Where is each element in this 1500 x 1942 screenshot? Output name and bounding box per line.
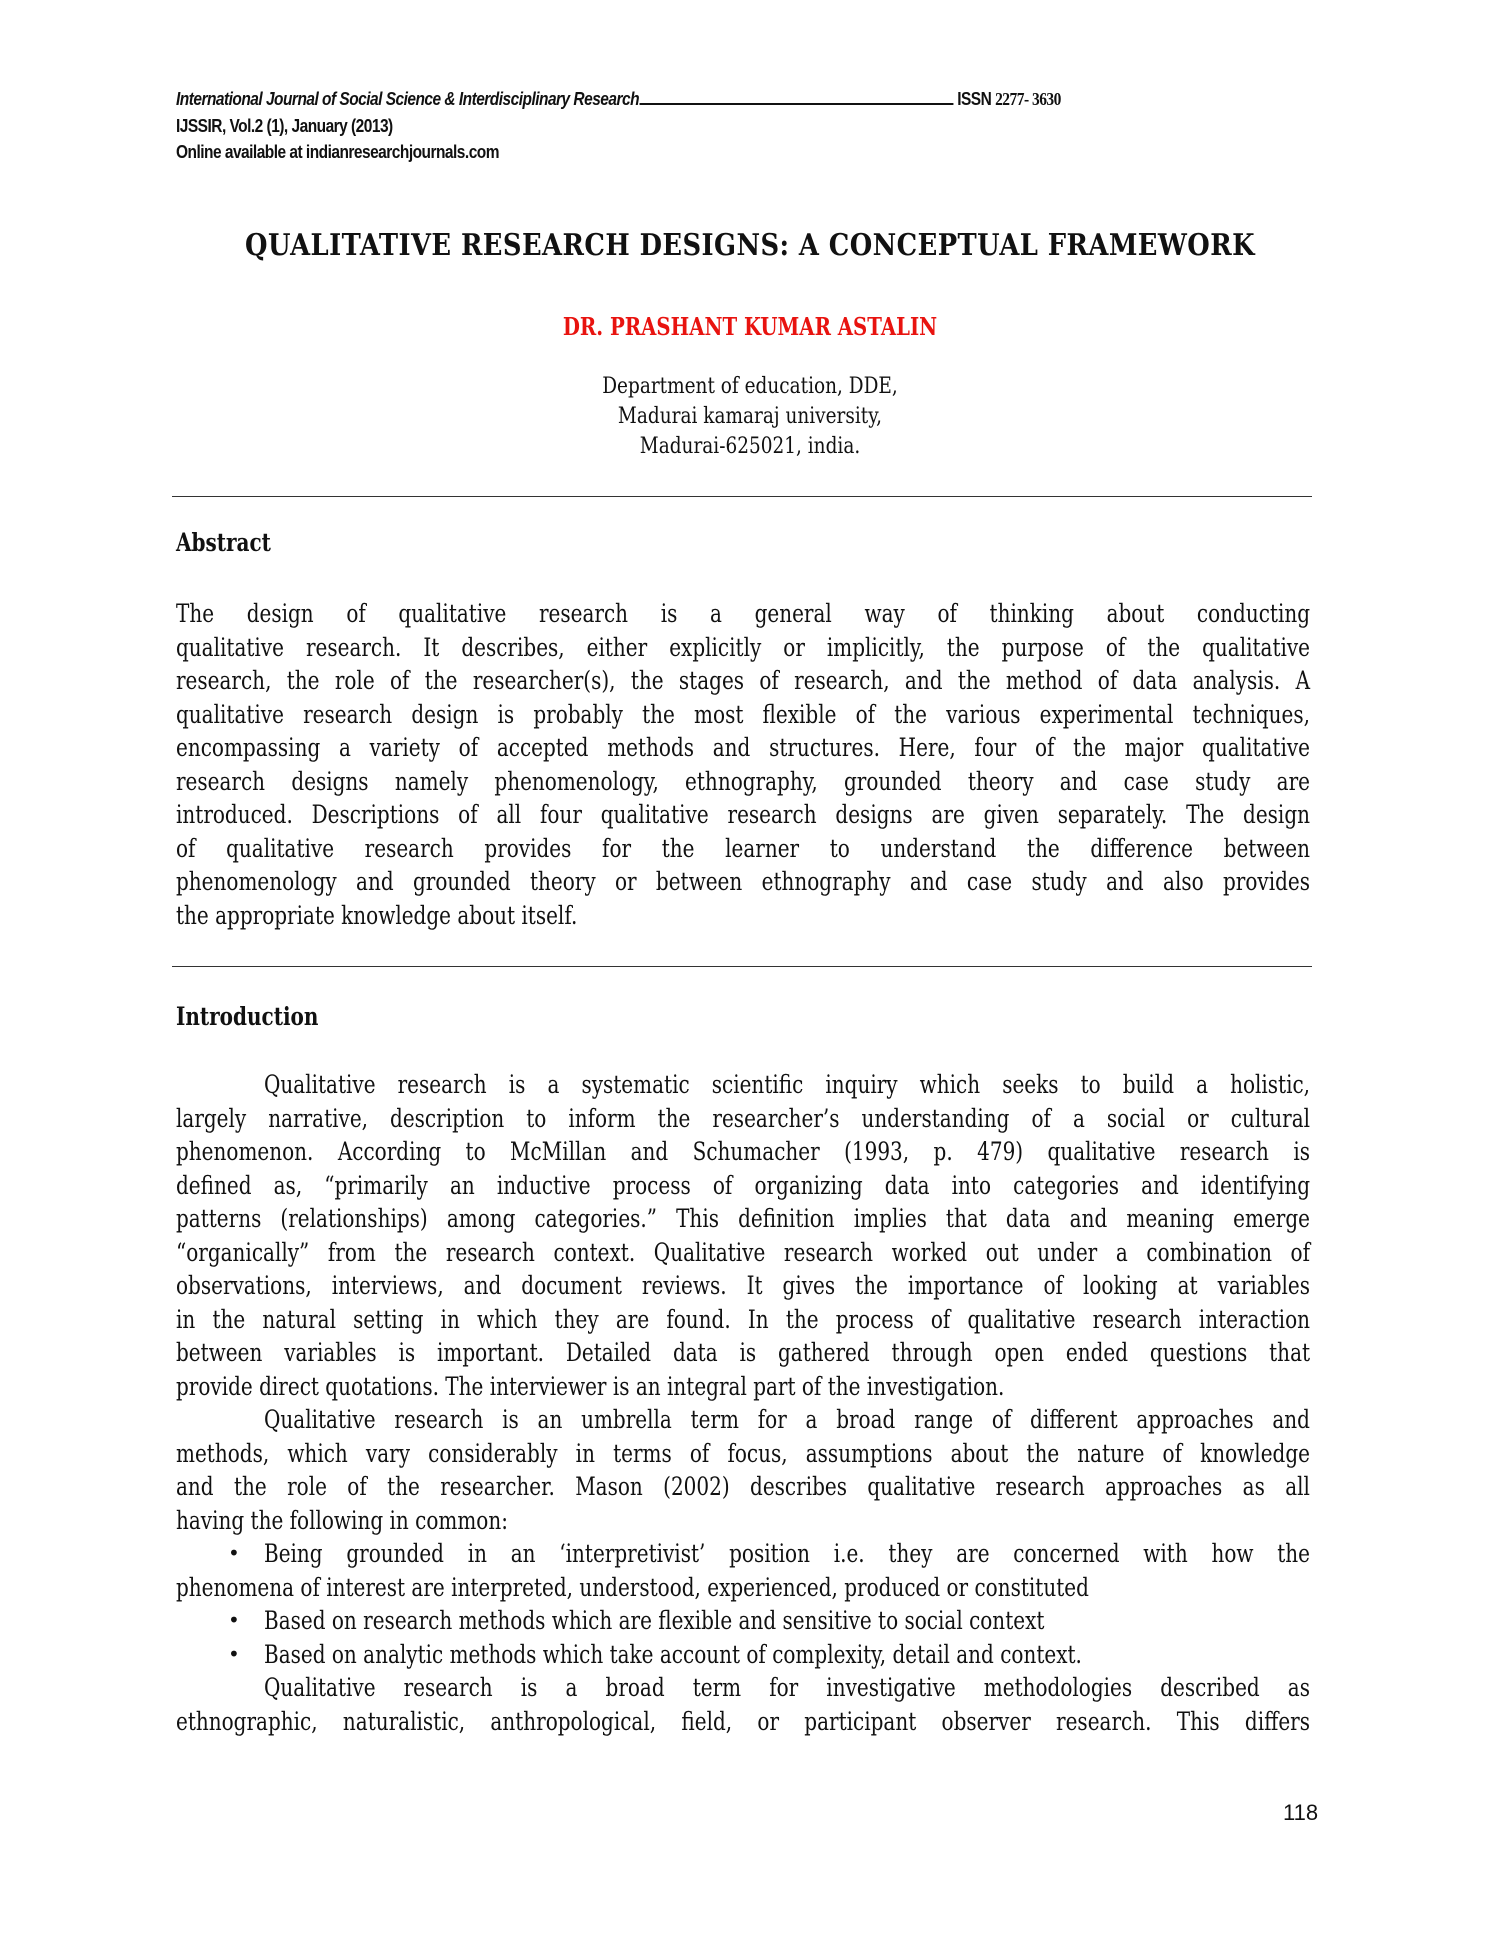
line-text: Qualitative research is a broad term for investigative methodologies described as [264, 1673, 1310, 1702]
text-line [176, 865, 1310, 899]
line-text: Qualitative research is an umbrella term for a broad range of different approaches and [264, 1405, 1310, 1434]
divider [172, 966, 1312, 967]
text-line [176, 1504, 1310, 1538]
text-line [176, 832, 1310, 866]
bullet-item-line [176, 1638, 1310, 1672]
line-text: “organically” from the research context. Qualitative research worked out under a combination of [176, 1237, 1311, 1267]
header-underline [640, 89, 954, 105]
line-text: ethnographic, naturalistic, anthropological, field, or participant observer research. This differs [176, 1706, 1310, 1736]
text-line [176, 1336, 1310, 1370]
text-line [176, 765, 1310, 799]
line-text: introduced. Descriptions of all four qualitative research designs are given separately. The design [176, 800, 1310, 829]
abstract-paragraph [176, 597, 1310, 932]
text-line [176, 698, 1310, 732]
text-line [176, 1269, 1310, 1303]
divider [172, 496, 1312, 497]
author-name: DR. PRASHANT KUMAR ASTALIN [562, 312, 938, 341]
line-text: phenomena of interest are interpreted, understood, experienced, produced or constituted [176, 1572, 1089, 1602]
line-text: qualitative research design is probably the most flexible of the various experimental techniques, [176, 699, 1310, 729]
journal-header [176, 86, 1061, 112]
text-line [176, 798, 1310, 832]
text-line [176, 1470, 1310, 1504]
line-text: research designs namely phenomenology, ethnography, grounded theory and case study are [176, 766, 1310, 796]
availability-info: Online available at indianresearchjournals.com [176, 142, 499, 162]
text-line [176, 664, 1310, 698]
line-text: the appropriate knowledge about itself. [176, 900, 578, 930]
line-text: qualitative research. It describes, either explicitly or implicitly, the purpose of the qualitative [176, 632, 1311, 662]
line-text: phenomenon. According to McMillan and Schumacher (1993, p. 479) qualitative research is [176, 1137, 1310, 1166]
line-text: methods, which vary considerably in terms of focus, assumptions about the nature of knowledge [176, 1438, 1310, 1468]
abstract-heading: Abstract [176, 528, 271, 557]
text-line [176, 1370, 1310, 1404]
text-line [176, 1236, 1310, 1270]
paper-title: QUALITATIVE RESEARCH DESIGNS: A CONCEPTUAL FRAMEWORK [245, 228, 1255, 263]
introduction-heading: Introduction [176, 1002, 319, 1031]
bullet-item-line [176, 1537, 1310, 1571]
text-line [176, 1671, 1310, 1705]
bullet-icon: • [228, 1641, 240, 1666]
text-line [176, 1705, 1310, 1739]
bullet-icon: • [228, 1608, 240, 1632]
line-text: Being grounded in an ‘interpretivist’ position i.e. they are concerned with how the [264, 1539, 1310, 1568]
text-line [176, 1135, 1310, 1169]
text-line [176, 631, 1310, 665]
line-text: research, the role of the researcher(s), the stages of research, and the method of data analysis. A [176, 666, 1311, 695]
page-number: 118 [1283, 1800, 1319, 1825]
line-text: provide direct quotations. The interviewer is an integral part of the investigation. [176, 1371, 1005, 1401]
issn-label: ISSN [957, 89, 992, 109]
journal-name: International Journal of Social Science & Interdisciplinary Research [176, 89, 640, 109]
text-line [176, 1571, 1310, 1605]
text-line [176, 731, 1310, 765]
text-line [176, 1303, 1310, 1337]
line-text: Based on research methods which are flexible and sensitive to social context [264, 1606, 1045, 1635]
line-text: in the natural setting in which they are found. In the process of qualitative research interaction [176, 1304, 1310, 1334]
text-line [176, 899, 1310, 933]
line-text: and the role of the researcher. Mason (2002) describes qualitative research approaches as all [176, 1472, 1310, 1501]
text-line [176, 1169, 1310, 1203]
text-line [176, 1437, 1310, 1471]
line-text: largely narrative, description to inform the researcher’s understanding of a social or cultural [176, 1103, 1311, 1133]
bullet-item-line [176, 1604, 1310, 1638]
line-text: Qualitative research is a systematic scientific inquiry which seeks to build a holistic, [264, 1070, 1311, 1099]
bullet-icon: • [228, 1541, 240, 1565]
line-text: defined as, “primarily an inductive process of organizing data into categories and identifying [176, 1170, 1311, 1200]
line-text: The design of qualitative research is a general way of thinking about conducting [176, 599, 1311, 628]
affiliation-line: Madurai-625021, india. [639, 434, 861, 459]
line-text: Based on analytic methods which take account of complexity, detail and context. [264, 1639, 1082, 1669]
line-text: having the following in common: [176, 1505, 508, 1535]
introduction-body [176, 1068, 1310, 1738]
line-text: observations, interviews, and document reviews. It gives the importance of looking at variables [176, 1271, 1310, 1300]
line-text: phenomenology and grounded theory or between ethnography and case study and also provides [176, 867, 1311, 896]
line-text: patterns (relationships) among categories.” This definition implies that data and meaning emerge [176, 1204, 1310, 1233]
line-text: between variables is important. Detailed data is gathered through open ended questions that [176, 1338, 1311, 1367]
issn-number: 2277- 3630 [995, 89, 1061, 109]
affiliation-line: Department of education, DDE, [602, 374, 898, 399]
volume-info: IJSSIR, Vol.2 (1), January (2013) [176, 116, 393, 136]
text-line [176, 1102, 1310, 1136]
text-line [176, 1068, 1310, 1102]
text-line [176, 597, 1310, 631]
text-line [176, 1202, 1310, 1236]
text-line [176, 1403, 1310, 1437]
line-text: of qualitative research provides for the learner to understand the difference between [176, 833, 1310, 863]
line-text: encompassing a variety of accepted methods and structures. Here, four of the major qualitative [176, 733, 1310, 762]
affiliation-line: Madurai kamaraj university, [617, 404, 883, 429]
